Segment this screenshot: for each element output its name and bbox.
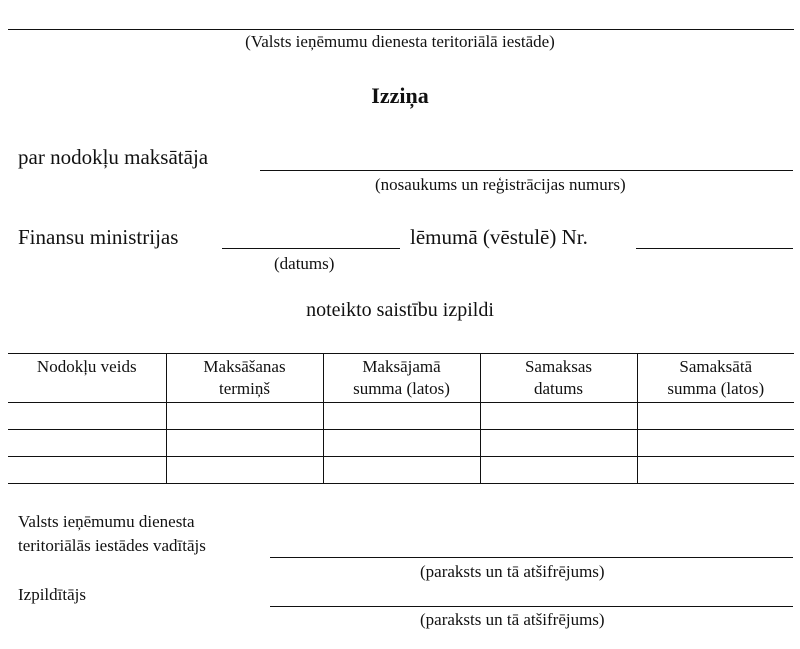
header-text: Nodokļu veids bbox=[36, 357, 137, 376]
header-text: datums bbox=[533, 379, 584, 398]
table-cell[interactable] bbox=[637, 430, 794, 457]
header-text: termiņš bbox=[219, 379, 270, 398]
table-cell[interactable] bbox=[166, 430, 323, 457]
table-cell[interactable] bbox=[8, 457, 166, 484]
table-cell[interactable] bbox=[637, 457, 794, 484]
column-header bbox=[480, 354, 637, 403]
table-cell[interactable] bbox=[637, 403, 794, 430]
table-row bbox=[8, 457, 794, 484]
head-label-line1: Valsts ieņēmumu dienesta bbox=[18, 512, 195, 531]
taxpayer-label: par nodokļu maksātāja bbox=[18, 145, 209, 169]
table-cell[interactable] bbox=[166, 457, 323, 484]
table-row bbox=[8, 430, 794, 457]
table-cell[interactable] bbox=[166, 403, 323, 430]
executor-signature-caption: (paraksts un tā atšifrējums) bbox=[420, 610, 605, 629]
column-header bbox=[323, 354, 480, 403]
table-cell[interactable] bbox=[480, 403, 637, 430]
table-cell[interactable] bbox=[323, 403, 480, 430]
document-title: Izziņa bbox=[371, 83, 429, 108]
decision-number-input-line[interactable] bbox=[636, 248, 793, 249]
head-signature-caption: (paraksts un tā atšifrējums) bbox=[420, 562, 605, 581]
taxpayer-input-line[interactable] bbox=[260, 170, 793, 171]
decision-label: lēmumā (vēstulē) Nr. bbox=[410, 225, 588, 249]
ministry-label: Finansu ministrijas bbox=[18, 225, 179, 249]
header-text: summa (latos) bbox=[353, 379, 450, 398]
table-row bbox=[8, 403, 794, 430]
taxpayer-caption: (nosaukums un reģistrācijas numurs) bbox=[375, 175, 626, 194]
column-header bbox=[166, 354, 323, 403]
subtitle: noteikto saistību izpildi bbox=[306, 299, 494, 321]
table-header-row bbox=[8, 354, 794, 403]
obligations-table bbox=[8, 353, 794, 484]
header-text: Samaksātā bbox=[679, 357, 753, 376]
column-header bbox=[637, 354, 794, 403]
head-signature-line[interactable] bbox=[270, 557, 793, 558]
table-cell[interactable] bbox=[480, 457, 637, 484]
date-caption: (datums) bbox=[274, 254, 335, 273]
head-label-line2: teritoriālās iestādes vadītājs bbox=[18, 536, 206, 555]
table-cell[interactable] bbox=[323, 457, 480, 484]
header-text: Maksāšanas bbox=[203, 357, 286, 376]
table-cell[interactable] bbox=[323, 430, 480, 457]
executor-label: Izpildītājs bbox=[18, 585, 86, 604]
header-text: Maksājamā bbox=[362, 357, 441, 376]
header-text: Samaksas bbox=[524, 357, 593, 376]
authority-caption: (Valsts ieņēmumu dienesta teritoriālā iestāde) bbox=[245, 32, 555, 51]
table-cell[interactable] bbox=[8, 430, 166, 457]
date-input-line[interactable] bbox=[222, 248, 400, 249]
header-text: summa (latos) bbox=[667, 379, 765, 398]
table-cell[interactable] bbox=[8, 403, 166, 430]
column-header bbox=[8, 354, 166, 403]
executor-signature-line[interactable] bbox=[270, 606, 793, 607]
table-cell[interactable] bbox=[480, 430, 637, 457]
authority-line bbox=[8, 29, 794, 30]
